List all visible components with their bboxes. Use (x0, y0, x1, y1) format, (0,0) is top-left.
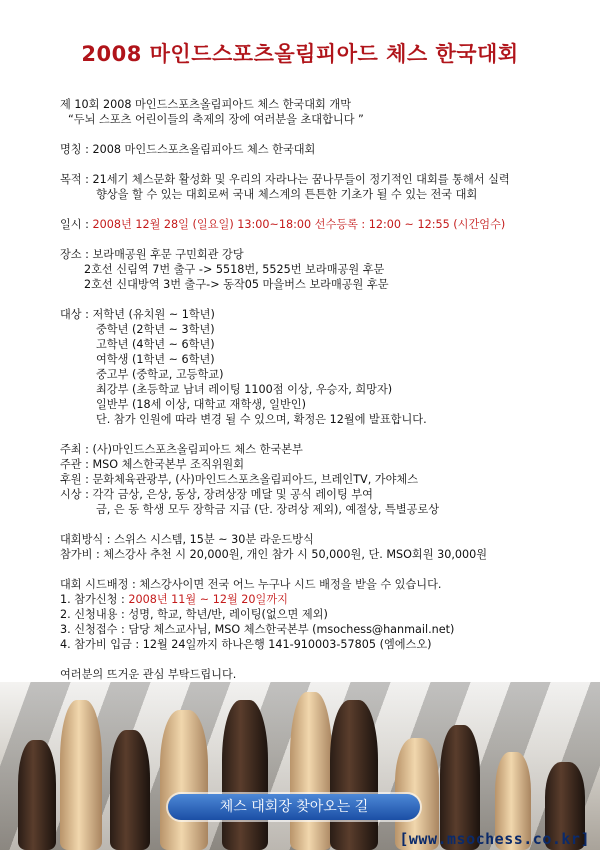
chess-pieces-image (0, 682, 600, 850)
awards-line-1: 시상 : 각각 금상, 은상, 동상, 장려상장 메달 및 공식 레이팅 부여 (60, 488, 373, 501)
closing-line-1: 여러분의 뜨거운 관심 부탁드립니다. (60, 668, 237, 681)
announcement-body (60, 97, 580, 697)
period-label: 1. 참가신청 : (60, 593, 129, 606)
organizer-line: 주관 : MSO 체스한국본부 조직위원회 (60, 458, 245, 471)
target-item: 최강부 (초등학교 남녀 레이팅 1100점 이상, 우승자, 희망자) (96, 383, 393, 396)
chess-piece (160, 710, 208, 850)
sponsor-line: 후원 : 문화체육관광부, (사)마인드스포츠올림피아드, 브레인TV, 가야체스 (60, 473, 419, 486)
chess-piece (290, 692, 332, 850)
target-note: 단. 참가 인원에 따라 변경 될 수 있으며, 확정은 12월에 발표합니다. (96, 413, 427, 426)
chess-piece (60, 700, 102, 850)
page-title: 2008 마인드스포츠올림피아드 체스 한국대회 (81, 42, 519, 66)
chess-piece (18, 740, 56, 850)
host-line: 주최 : (사)마인드스포츠올림피아드 체스 한국본부 (60, 443, 303, 456)
registration-payment: 4. 참가비 입금 : 12월 24일까지 하나은행 141-910003-57805 (엠에스오) (60, 638, 432, 651)
seed-line: 대회 시드배정 : 체스강사이면 전국 어느 누구나 시드 배정을 받을 수 있습니다. (60, 578, 442, 591)
target-item: 여학생 (1학년 ~ 6학년) (96, 353, 215, 366)
registration-content: 2. 신청내용 : 성명, 학교, 학년/반, 레이팅(없으면 제외) (60, 608, 328, 621)
purpose-line-1: 목적 : 21세기 체스문화 활성화 및 우리의 자라나는 꿈나무들이 정기적인 대회를 통해서 실력 (60, 173, 510, 186)
target-line-1: 대상 : 저학년 (유치원 ~ 1학년) (60, 308, 215, 321)
target-item: 일반부 (18세 이상, 대학교 재학생, 일반인) (96, 398, 306, 411)
chess-piece (110, 730, 150, 850)
intro-slogan: “두뇌 스포츠 어린이들의 축제의 장에 여러분을 초대합니다 ” (68, 113, 364, 126)
registration-period (60, 592, 580, 607)
event-date (60, 217, 580, 232)
purpose-line-2: 향상을 할 수 있는 대회로써 국내 체스계의 튼튼한 기초가 될 수 있는 전국 대회 (96, 188, 478, 201)
website-link[interactable]: [www.msochess.co.kr] (399, 830, 590, 848)
date-value: 2008년 12월 28일 (일요일) 13:00~18:00 선수등록 : 12:00 ~ 12:55 (시간엄수) (92, 218, 506, 231)
target-item: 중고부 (중학교, 고등학교) (96, 368, 224, 381)
chess-piece (222, 700, 268, 850)
place-line-3: 2호선 신대방역 3번 출구-> 동작05 마을버스 보라매공원 후문 (84, 278, 389, 291)
period-value: 2008년 11월 ~ 12월 20일까지 (128, 593, 288, 606)
registration-contact: 3. 신청접수 : 담당 체스교사님, MSO 체스한국본부 (msochess@hanmail.net) (60, 623, 455, 636)
date-label: 일시 : (60, 218, 93, 231)
directions-banner-button[interactable]: 체스 대회장 찾아오는 길 (168, 794, 420, 820)
target-item: 중학년 (2학년 ~ 3학년) (96, 323, 215, 336)
target-item: 고학년 (4학년 ~ 6학년) (96, 338, 215, 351)
fee-line: 참가비 : 체스강사 추천 시 20,000원, 개인 참가 시 50,000원, 단. MSO회원 30,000원 (60, 548, 488, 561)
place-line-1: 장소 : 보라매공원 후문 구민회관 강당 (60, 248, 244, 261)
event-name: 명칭 : 2008 마인드스포츠올림피아드 체스 한국대회 (60, 143, 316, 156)
awards-line-2: 금, 은 동 학생 모두 장학금 지급 (단. 장려상 제외), 예절상, 특별공로상 (96, 503, 440, 516)
chess-piece (330, 700, 378, 850)
place-line-2: 2호선 신림역 7번 출구 -> 5518번, 5525번 보라매공원 후문 (84, 263, 385, 276)
intro-line: 제 10회 2008 마인드스포츠올림피아드 체스 한국대회 개막 (60, 98, 351, 111)
format-line: 대회방식 : 스위스 시스템, 15분 ~ 30분 라운드방식 (60, 533, 314, 546)
